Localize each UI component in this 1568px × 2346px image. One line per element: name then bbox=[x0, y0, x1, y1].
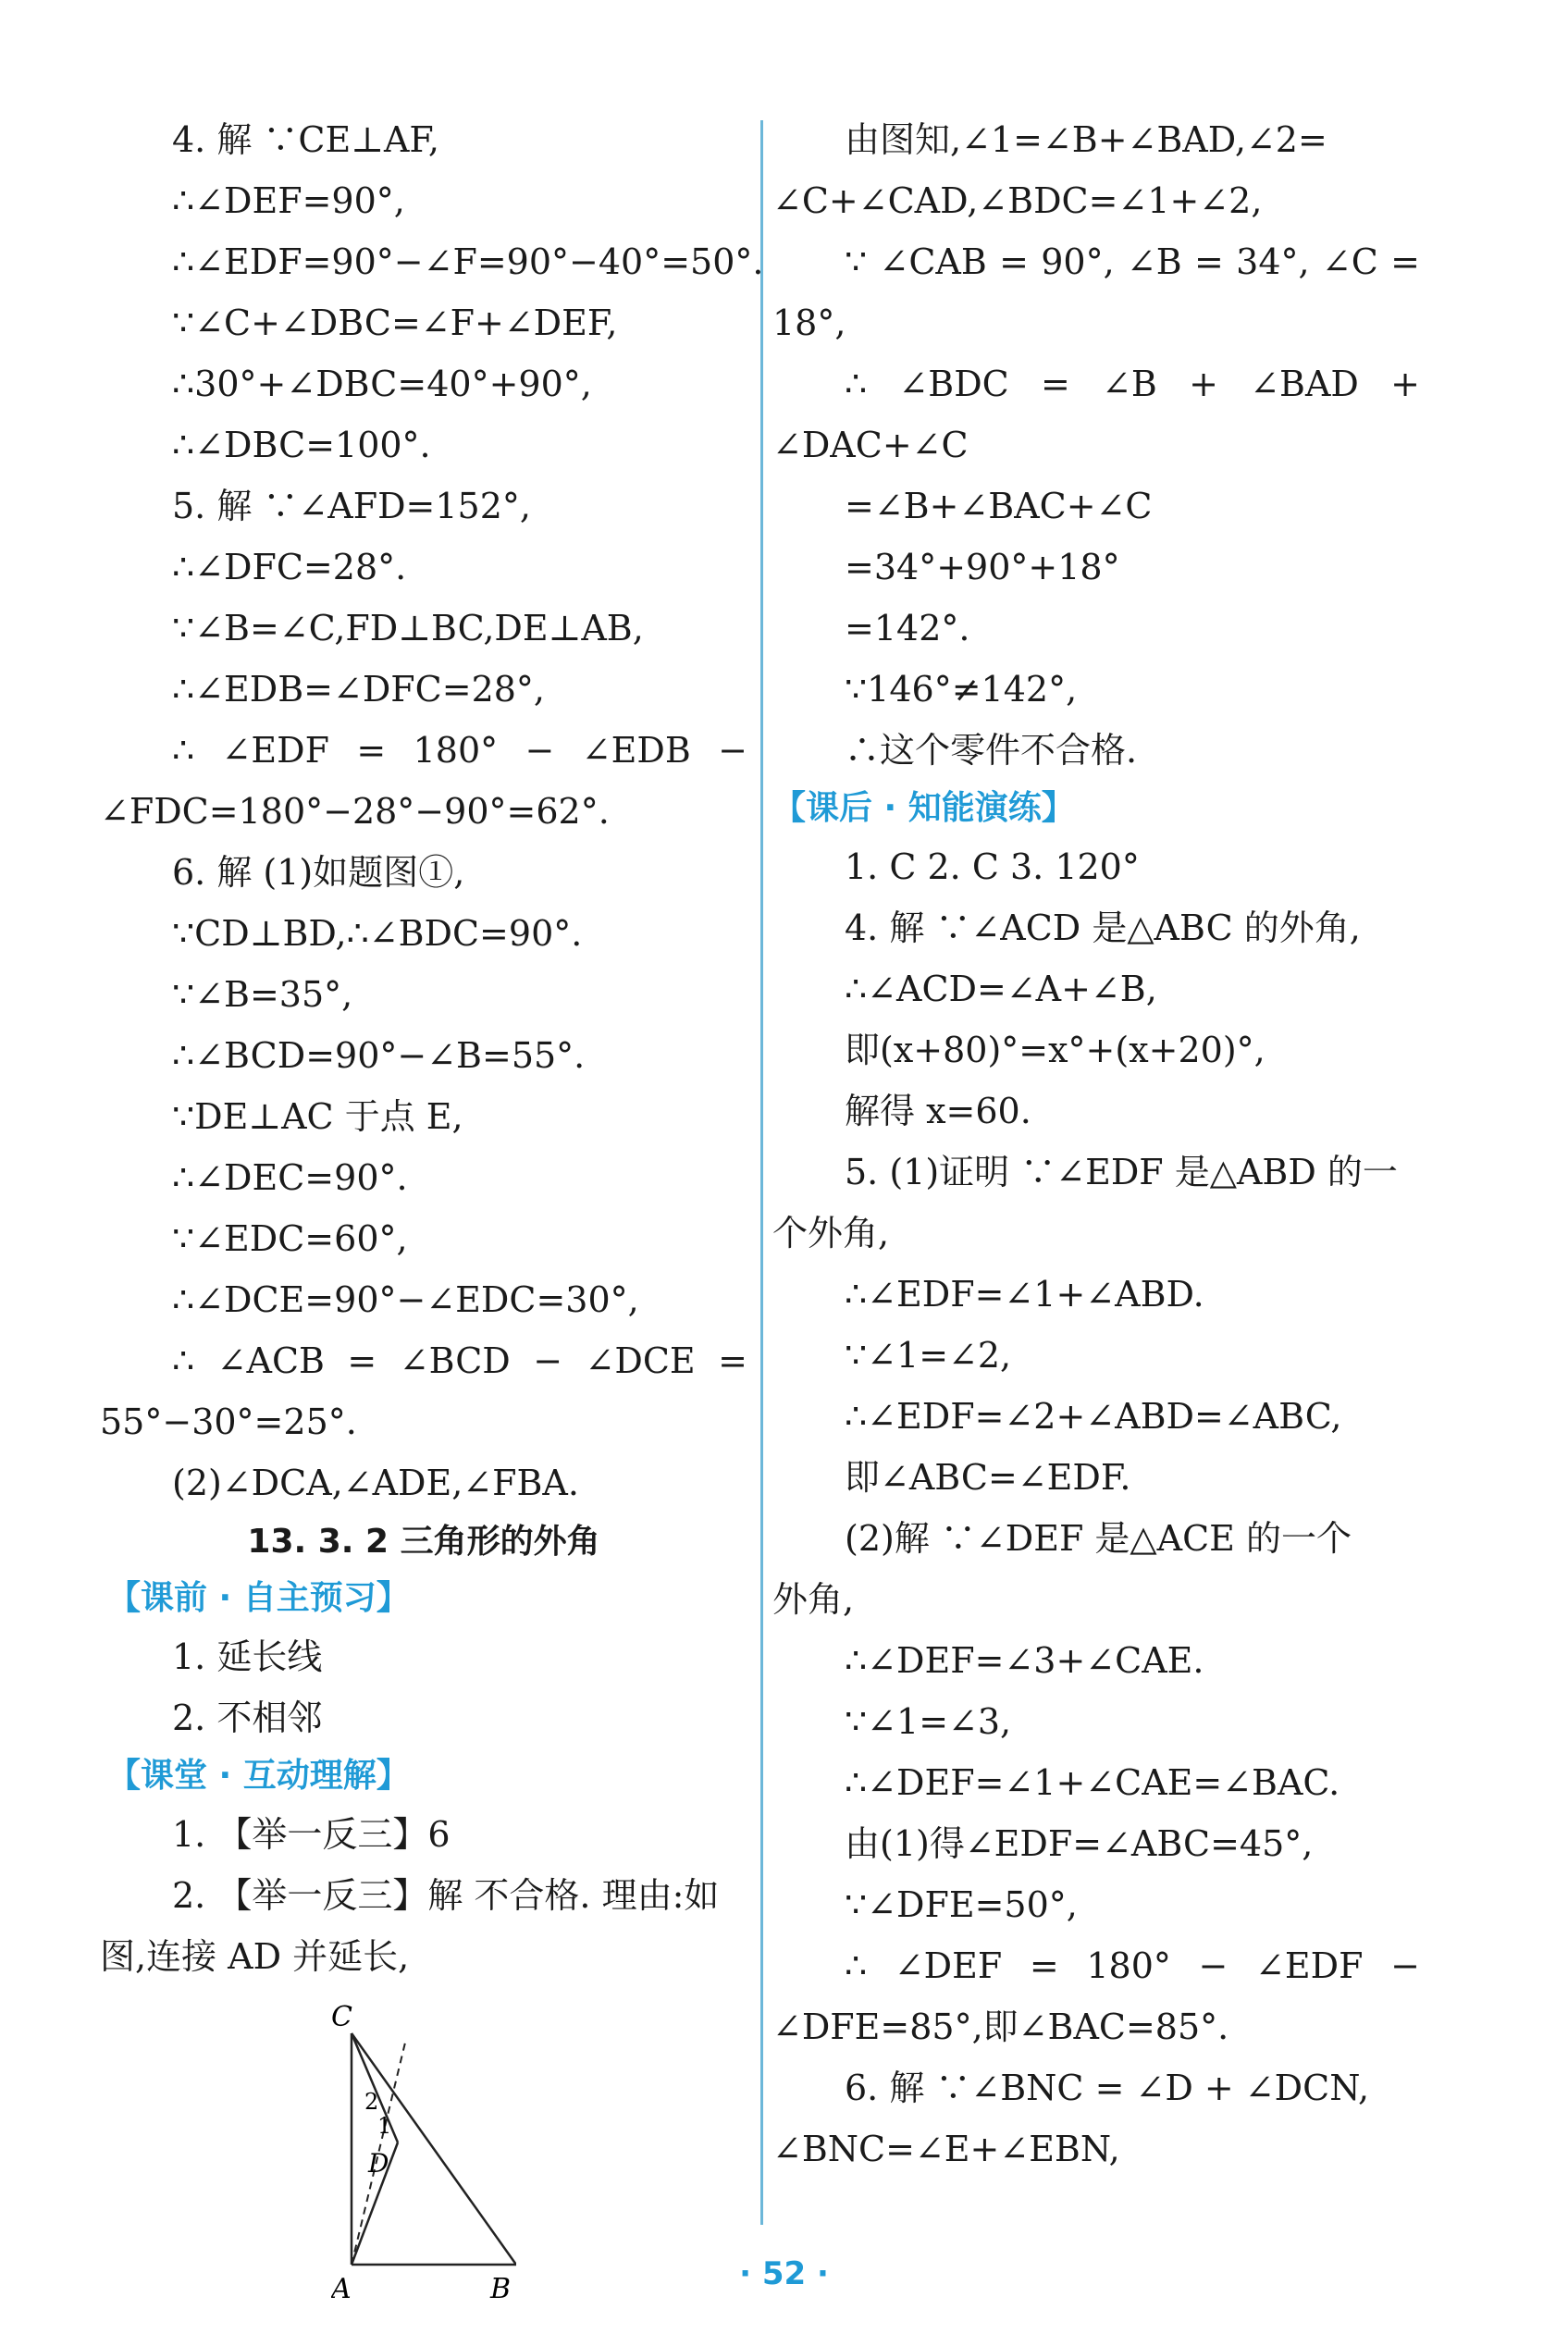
text-line bbox=[772, 353, 1420, 414]
text-line: ∠C+∠CAD,∠BDC=∠1+∠2, bbox=[772, 180, 1263, 221]
text-token: ∠C bbox=[1321, 241, 1378, 282]
text-line: ∴∠DCE=90°−∠EDC=30°, bbox=[172, 1279, 639, 1320]
class-line-2: 2. 【举一反三】解 不合格. 理由:如 bbox=[172, 1875, 720, 1916]
text-line: 5. 解 ∵∠AFD=152°, bbox=[172, 486, 531, 526]
label-b: B bbox=[490, 2273, 512, 2302]
text-line: =142°. bbox=[845, 608, 970, 648]
text-token: 180° bbox=[413, 730, 499, 771]
header-classroom: 【课堂 · 互动理解】 bbox=[107, 1757, 410, 1795]
text-line: 6. 解 ∵∠BNC = ∠D + ∠DCN, bbox=[845, 2068, 1370, 2108]
text-token: ∴ bbox=[845, 1945, 868, 1986]
text-token: = bbox=[1390, 241, 1420, 282]
text-line: ∴30°+∠DBC=40°+90°, bbox=[172, 364, 592, 404]
text-line: ∴这个零件不合格. bbox=[845, 730, 1138, 771]
text-line: 即(x+80)°=x°+(x+20)°, bbox=[845, 1030, 1266, 1070]
page-number: · 52 · bbox=[739, 2255, 829, 2292]
text-line: ∴∠DEF=∠3+∠CAE. bbox=[845, 1640, 1204, 1681]
text-token: 180° bbox=[1086, 1945, 1171, 1986]
text-line: ∵∠B=∠C,FD⊥BC,DE⊥AB, bbox=[172, 608, 644, 648]
text-token: − bbox=[533, 1340, 563, 1381]
left-solution-lines bbox=[100, 109, 764, 1513]
text-token: ∠DEF bbox=[894, 1945, 1003, 1986]
text-line: ∠BNC=∠E+∠EBN, bbox=[772, 2129, 1120, 2169]
text-token: = bbox=[356, 730, 387, 771]
label-a: A bbox=[331, 2273, 352, 2302]
text-line: 由(1)得∠EDF=∠ABC=45°, bbox=[845, 1823, 1314, 1864]
text-line: 4. 解 ∵∠ACD 是△ABC 的外角, bbox=[845, 908, 1361, 948]
text-line: ∴∠EDB=∠DFC=28°, bbox=[172, 669, 546, 710]
text-line: ∴∠DEF=∠1+∠CAE=∠BAC. bbox=[845, 1762, 1340, 1803]
text-line: ∴∠DBC=100°. bbox=[172, 425, 431, 465]
text-line: ∴∠ACD=∠A+∠B, bbox=[845, 969, 1157, 1009]
text-token: ∴ bbox=[845, 364, 868, 404]
text-token: ∠B bbox=[1102, 364, 1157, 404]
text-line: ∵∠B=35°, bbox=[172, 974, 353, 1015]
pre-line-1: 1. 延长线 bbox=[172, 1636, 323, 1677]
text-token: − bbox=[1390, 1945, 1420, 1986]
text-line: ∵∠C+∠DBC=∠F+∠DEF, bbox=[172, 303, 618, 343]
text-line: 即∠ABC=∠EDF. bbox=[845, 1457, 1131, 1498]
text-line: 外角, bbox=[772, 1579, 855, 1620]
text-line: ∴∠EDF=∠2+∠ABD=∠ABC, bbox=[845, 1396, 1342, 1437]
text-line: 55°−30°=25°. bbox=[100, 1401, 357, 1442]
text-line: ∴∠EDF=90°−∠F=90°−40°=50°. bbox=[172, 241, 764, 282]
text-line: =34°+90°+18° bbox=[845, 547, 1120, 587]
text-line: ∴∠BCD=90°−∠B=55°. bbox=[172, 1035, 586, 1076]
text-line: (2)∠DCA,∠ADE,∠FBA. bbox=[172, 1463, 579, 1503]
text-token: − bbox=[525, 730, 555, 771]
text-line: ∴∠DFC=28°. bbox=[172, 547, 407, 587]
label-d: D bbox=[368, 2148, 389, 2179]
text-token: ∠ACB bbox=[216, 1340, 325, 1381]
text-line bbox=[772, 1935, 1420, 1996]
text-line bbox=[772, 231, 1420, 292]
text-line bbox=[100, 1330, 747, 1391]
column-divider bbox=[760, 120, 763, 2225]
class-line-3: 图,连接 AD 并延长, bbox=[100, 1936, 410, 1977]
text-line: ∵CD⊥BD,∴∠BDC=90°. bbox=[172, 913, 583, 954]
text-token: ∠DCE bbox=[585, 1340, 696, 1381]
text-line: (2)解 ∵∠DEF 是△ACE 的一个 bbox=[845, 1518, 1352, 1559]
text-token: ∠EDF bbox=[1255, 1945, 1364, 1986]
text-line: ∵∠EDC=60°, bbox=[172, 1218, 408, 1259]
text-line: 4. 解 ∵CE⊥AF, bbox=[172, 119, 439, 160]
text-token: = bbox=[347, 1340, 377, 1381]
class-line-1: 1. 【举一反三】6 bbox=[172, 1814, 451, 1855]
text-token: = bbox=[718, 1340, 747, 1381]
text-line: =∠B+∠BAC+∠C bbox=[845, 486, 1153, 526]
header-after-class: 【课后 · 知能演练】 bbox=[772, 789, 1075, 827]
text-token: ∠EDF bbox=[221, 730, 329, 771]
text-token: ∠CAB bbox=[879, 241, 987, 282]
label-angle-2: 2 bbox=[364, 2089, 379, 2115]
pre-line-2: 2. 不相邻 bbox=[172, 1698, 323, 1738]
text-token: = bbox=[1194, 241, 1224, 282]
text-token: ∠BDC bbox=[898, 364, 1009, 404]
text-token: ∵ bbox=[845, 241, 868, 282]
text-line: ∵∠1=∠2, bbox=[845, 1335, 1012, 1376]
right-solution-lines bbox=[772, 109, 1420, 781]
text-line: 18°, bbox=[772, 303, 846, 343]
text-line: 1. C 2. C 3. 120° bbox=[845, 846, 1140, 887]
text-token: ∠EDB bbox=[581, 730, 691, 771]
section-title: 13. 3. 2 三角形的外角 bbox=[247, 1523, 600, 1561]
text-token: = bbox=[1029, 1945, 1059, 1986]
text-line: ∠DAC+∠C bbox=[772, 425, 969, 465]
text-token: + bbox=[1189, 364, 1218, 404]
text-line bbox=[100, 720, 747, 781]
text-line: ∴∠DEC=90°. bbox=[172, 1157, 408, 1198]
text-line: ∵146°≠142°, bbox=[845, 669, 1078, 710]
text-line: ∵∠1=∠3, bbox=[845, 1701, 1012, 1742]
text-line: 个外角, bbox=[772, 1213, 890, 1253]
text-token: + bbox=[1390, 364, 1420, 404]
text-line: ∵∠DFE=50°, bbox=[845, 1884, 1078, 1925]
header-preview: 【课前 · 自主预习】 bbox=[107, 1579, 410, 1617]
right-column bbox=[772, 109, 1420, 2179]
text-token: ∠BAD bbox=[1250, 364, 1359, 404]
text-token: − bbox=[718, 730, 747, 771]
label-c: C bbox=[331, 2001, 352, 2033]
text-line: ∴∠DEF=90°, bbox=[172, 180, 405, 221]
text-token: 90°, bbox=[1041, 241, 1115, 282]
text-line: 6. 解 (1)如题图①, bbox=[172, 852, 465, 893]
text-token: = bbox=[1041, 364, 1070, 404]
text-line: ∴∠EDF=∠1+∠ABD. bbox=[845, 1274, 1204, 1315]
text-token: ∴ bbox=[172, 730, 195, 771]
text-line: ∠DFE=85°,即∠BAC=85°. bbox=[772, 2006, 1229, 2047]
text-token: − bbox=[1198, 1945, 1228, 1986]
text-token: ∴ bbox=[172, 1340, 195, 1381]
text-line: 解得 x=60. bbox=[845, 1091, 1031, 1131]
text-token: ∠B bbox=[1126, 241, 1182, 282]
text-token: = bbox=[999, 241, 1029, 282]
text-line: 由图知,∠1=∠B+∠BAD,∠2= bbox=[845, 119, 1327, 160]
left-column bbox=[100, 109, 764, 2320]
text-token: 34°, bbox=[1236, 241, 1310, 282]
text-line: 5. (1)证明 ∵∠EDF 是△ABD 的一 bbox=[845, 1152, 1398, 1192]
text-line: ∵DE⊥AC 于点 E, bbox=[172, 1096, 463, 1137]
text-token: ∠BCD bbox=[399, 1340, 511, 1381]
text-line: ∠FDC=180°−28°−90°=62°. bbox=[100, 791, 610, 832]
label-angle-1: 1 bbox=[377, 2113, 392, 2139]
right-exercise-lines bbox=[772, 836, 1420, 2179]
